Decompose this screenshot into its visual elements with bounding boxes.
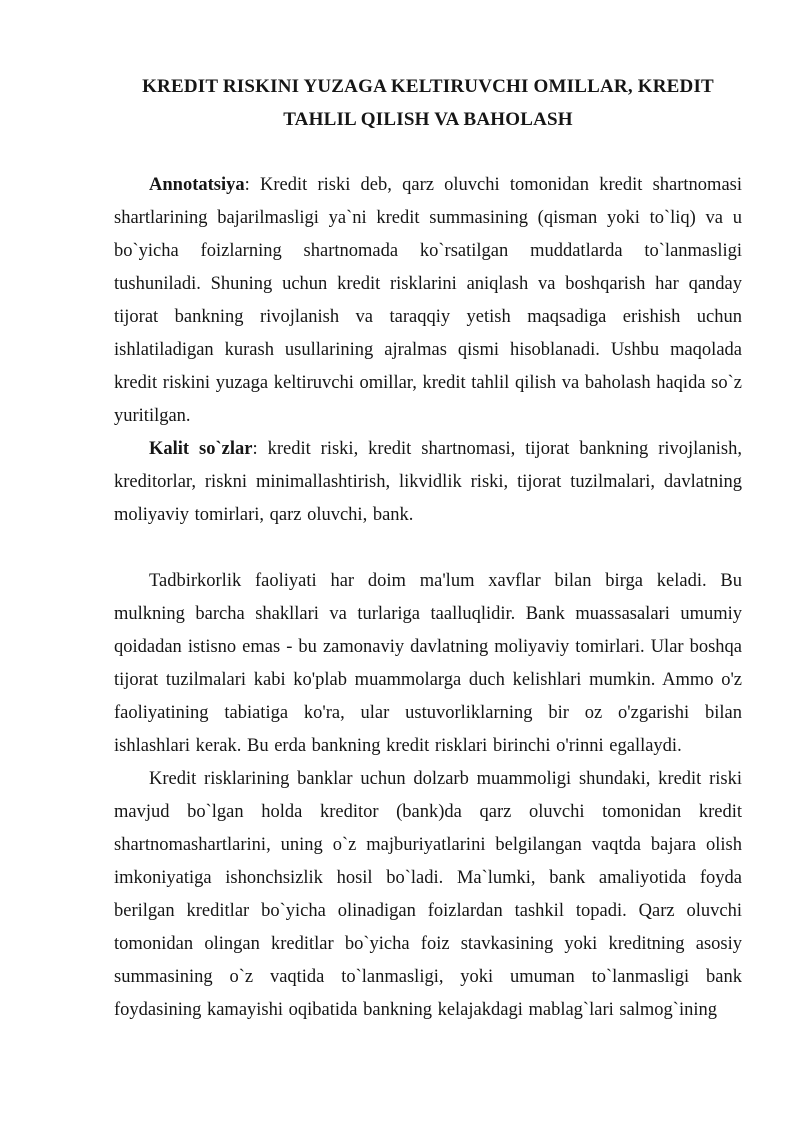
paragraph-body-1 <box>114 565 742 763</box>
paragraph-body-2-text: Kredit risklarining banklar uchun dolzarb muammoligi shundaki, kredit riski mavjud bo`lgan holda kreditor (bank)da qarz oluvchi tomonidan kredit shartnomashartlarini, uning o`z majburiyatlarini belgilangan vaqtda bajara olish imkoniyatiga ishonchsizlik hosil bo`ladi. Ma`lumki, bank amaliyotida foyda berilgan kreditlar bo`yicha olinadigan foizlardan tashkil topadi. Qarz oluvchi tomonidan olingan kreditlar bo`yicha foiz stavkasining yoki kreditning asosiy summasining o`z vaqtida to`lanmasligi, yoki umuman to`lanmasligi bank foydasining kamayishi oqibatida bankning kelajakdagi mablag`lari salmog`ining <box>114 769 742 1020</box>
document-title-line-1: KREDIT RISKINI YUZAGA KELTIRUVCHI OMILLAR, KREDIT <box>142 76 714 97</box>
document-title-line-2: TAHLIL QILISH VA BAHOLASH <box>283 109 573 130</box>
paragraph-keywords-lead: Kalit so`zlar <box>149 439 253 459</box>
document-title <box>114 70 742 136</box>
paragraph-annotation <box>114 169 742 433</box>
paragraph-body-1-text: Tadbirkorlik faoliyati har doim ma'lum xavflar bilan birga keladi. Bu mulkning barcha shakllari va turlariga taalluqlidir. Bank muassasalari umumiy qoidadan istisno emas - bu zamonaviy davlatning moliyaviy tomirlari. Ular boshqa tijorat tuzilmalari kabi ko'plab muammolarga duch kelishlari mumkin. Ammo o'z faoliyatining tabiatiga ko'ra, ular ustuvorliklarning bir oz o'zgarishi bilan ishlashlari kerak. Bu erda bankning kredit risklari birinchi o'rinni egallaydi. <box>114 571 742 756</box>
paragraph-keywords <box>114 433 742 532</box>
paragraph-keywords-text: : kredit riski, kredit shartnomasi, tijorat bankning rivojlanish, kreditorlar, riskni minimallashtirish, likvidlik riski, tijorat tuzilmalari, davlatning moliyaviy tomirlari, qarz oluvchi, bank. <box>114 439 742 525</box>
paragraph-annotation-lead: Annotatsiya <box>149 175 245 195</box>
paragraph-annotation-text: : Kredit riski deb, qarz oluvchi tomonidan kredit shartnomasi shartlarining bajarilmasligi ya`ni kredit summasining (qisman yoki to`liq) va u bo`yicha foizlarning shartnomada ko`rsatilgan muddatlarda to`lanmasligi tushuniladi. Shuning uchun kredit risklarini aniqlash va boshqarish har qanday tijorat bankning rivojlanish va taraqqiy yetish maqsadiga erishish uchun ishlatiladigan kurash usullarining ajralmas qismi hisoblanadi. Ushbu maqolada kredit riskini yuzaga keltiruvchi omillar, kredit tahlil qilish va baholash haqida so`z yuritilgan. <box>114 175 742 426</box>
paragraph-body-2 <box>114 763 742 1027</box>
